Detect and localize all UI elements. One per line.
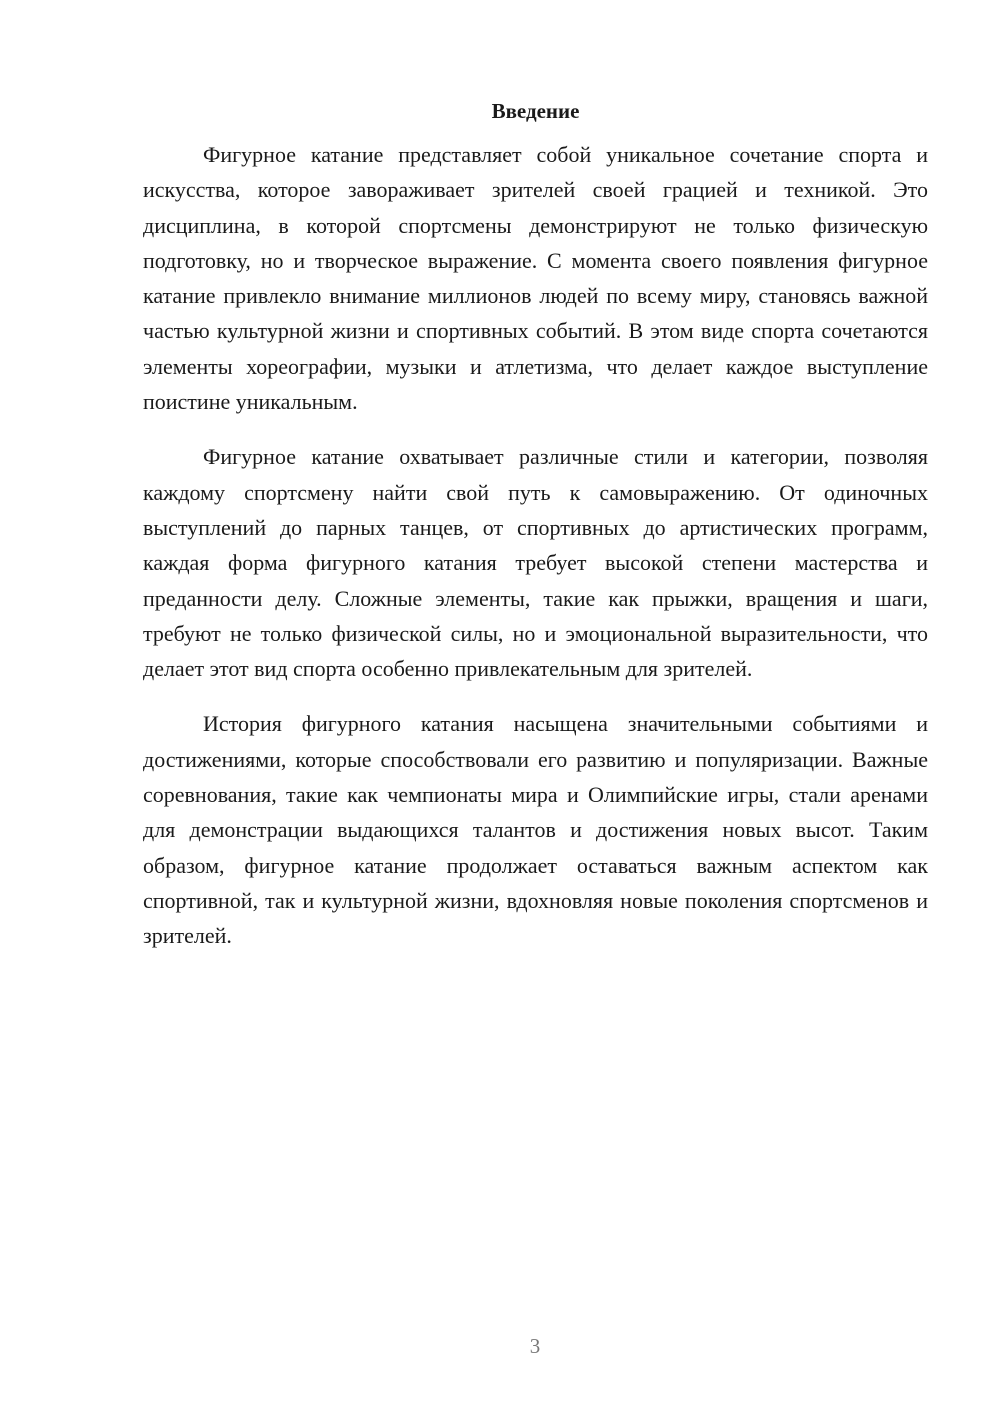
- section-heading: Введение: [491, 99, 580, 123]
- page-number: 3: [529, 1334, 541, 1358]
- paragraph-2: Фигурное катание охватывает различные стили и категории, позволяя каждому спортсмену найти свой путь к самовыражению. От одиночных выступлений до парных танцев, от спортивных до артистических программ, каждая форма фигурного катания требует высокой степени мастерства и преданности делу. Сложные элементы, такие как прыжки, вращения и шаги, требуют не только физической силы, но и эмоциональной выразительности, что делает этот вид спорта особенно привлекательным для зрителей.: [143, 444, 928, 682]
- paragraph-3: История фигурного катания насыщена значительными событиями и достижениями, которые способствовали его развитию и популяризации. Важные соревнования, такие как чемпионаты мира и Олимпийские игры, стали аренами для демонстрации выдающихся талантов и достижения новых высот. Таким образом, фигурное катание продолжает оставаться важным аспектом как спортивной, так и культурной жизни, вдохновляя новые поколения спортсменов и зрителей.: [143, 711, 928, 949]
- paragraph-1: Фигурное катание представляет собой уникальное сочетание спорта и искусства, которое завораживает зрителей своей грацией и техникой. Это дисциплина, в которой спортсмены демонстрируют не только физическую подготовку, но и творческое выражение. С момента своего появления фигурное катание привлекло внимание миллионов людей по всему миру, становясь важной частью культурной жизни и спортивных событий. В этом виде спорта сочетаются элементы хореографии, музыки и атлетизма, что делает каждое выступление поистине уникальным.: [143, 142, 928, 415]
- page-content: [143, 95, 928, 974]
